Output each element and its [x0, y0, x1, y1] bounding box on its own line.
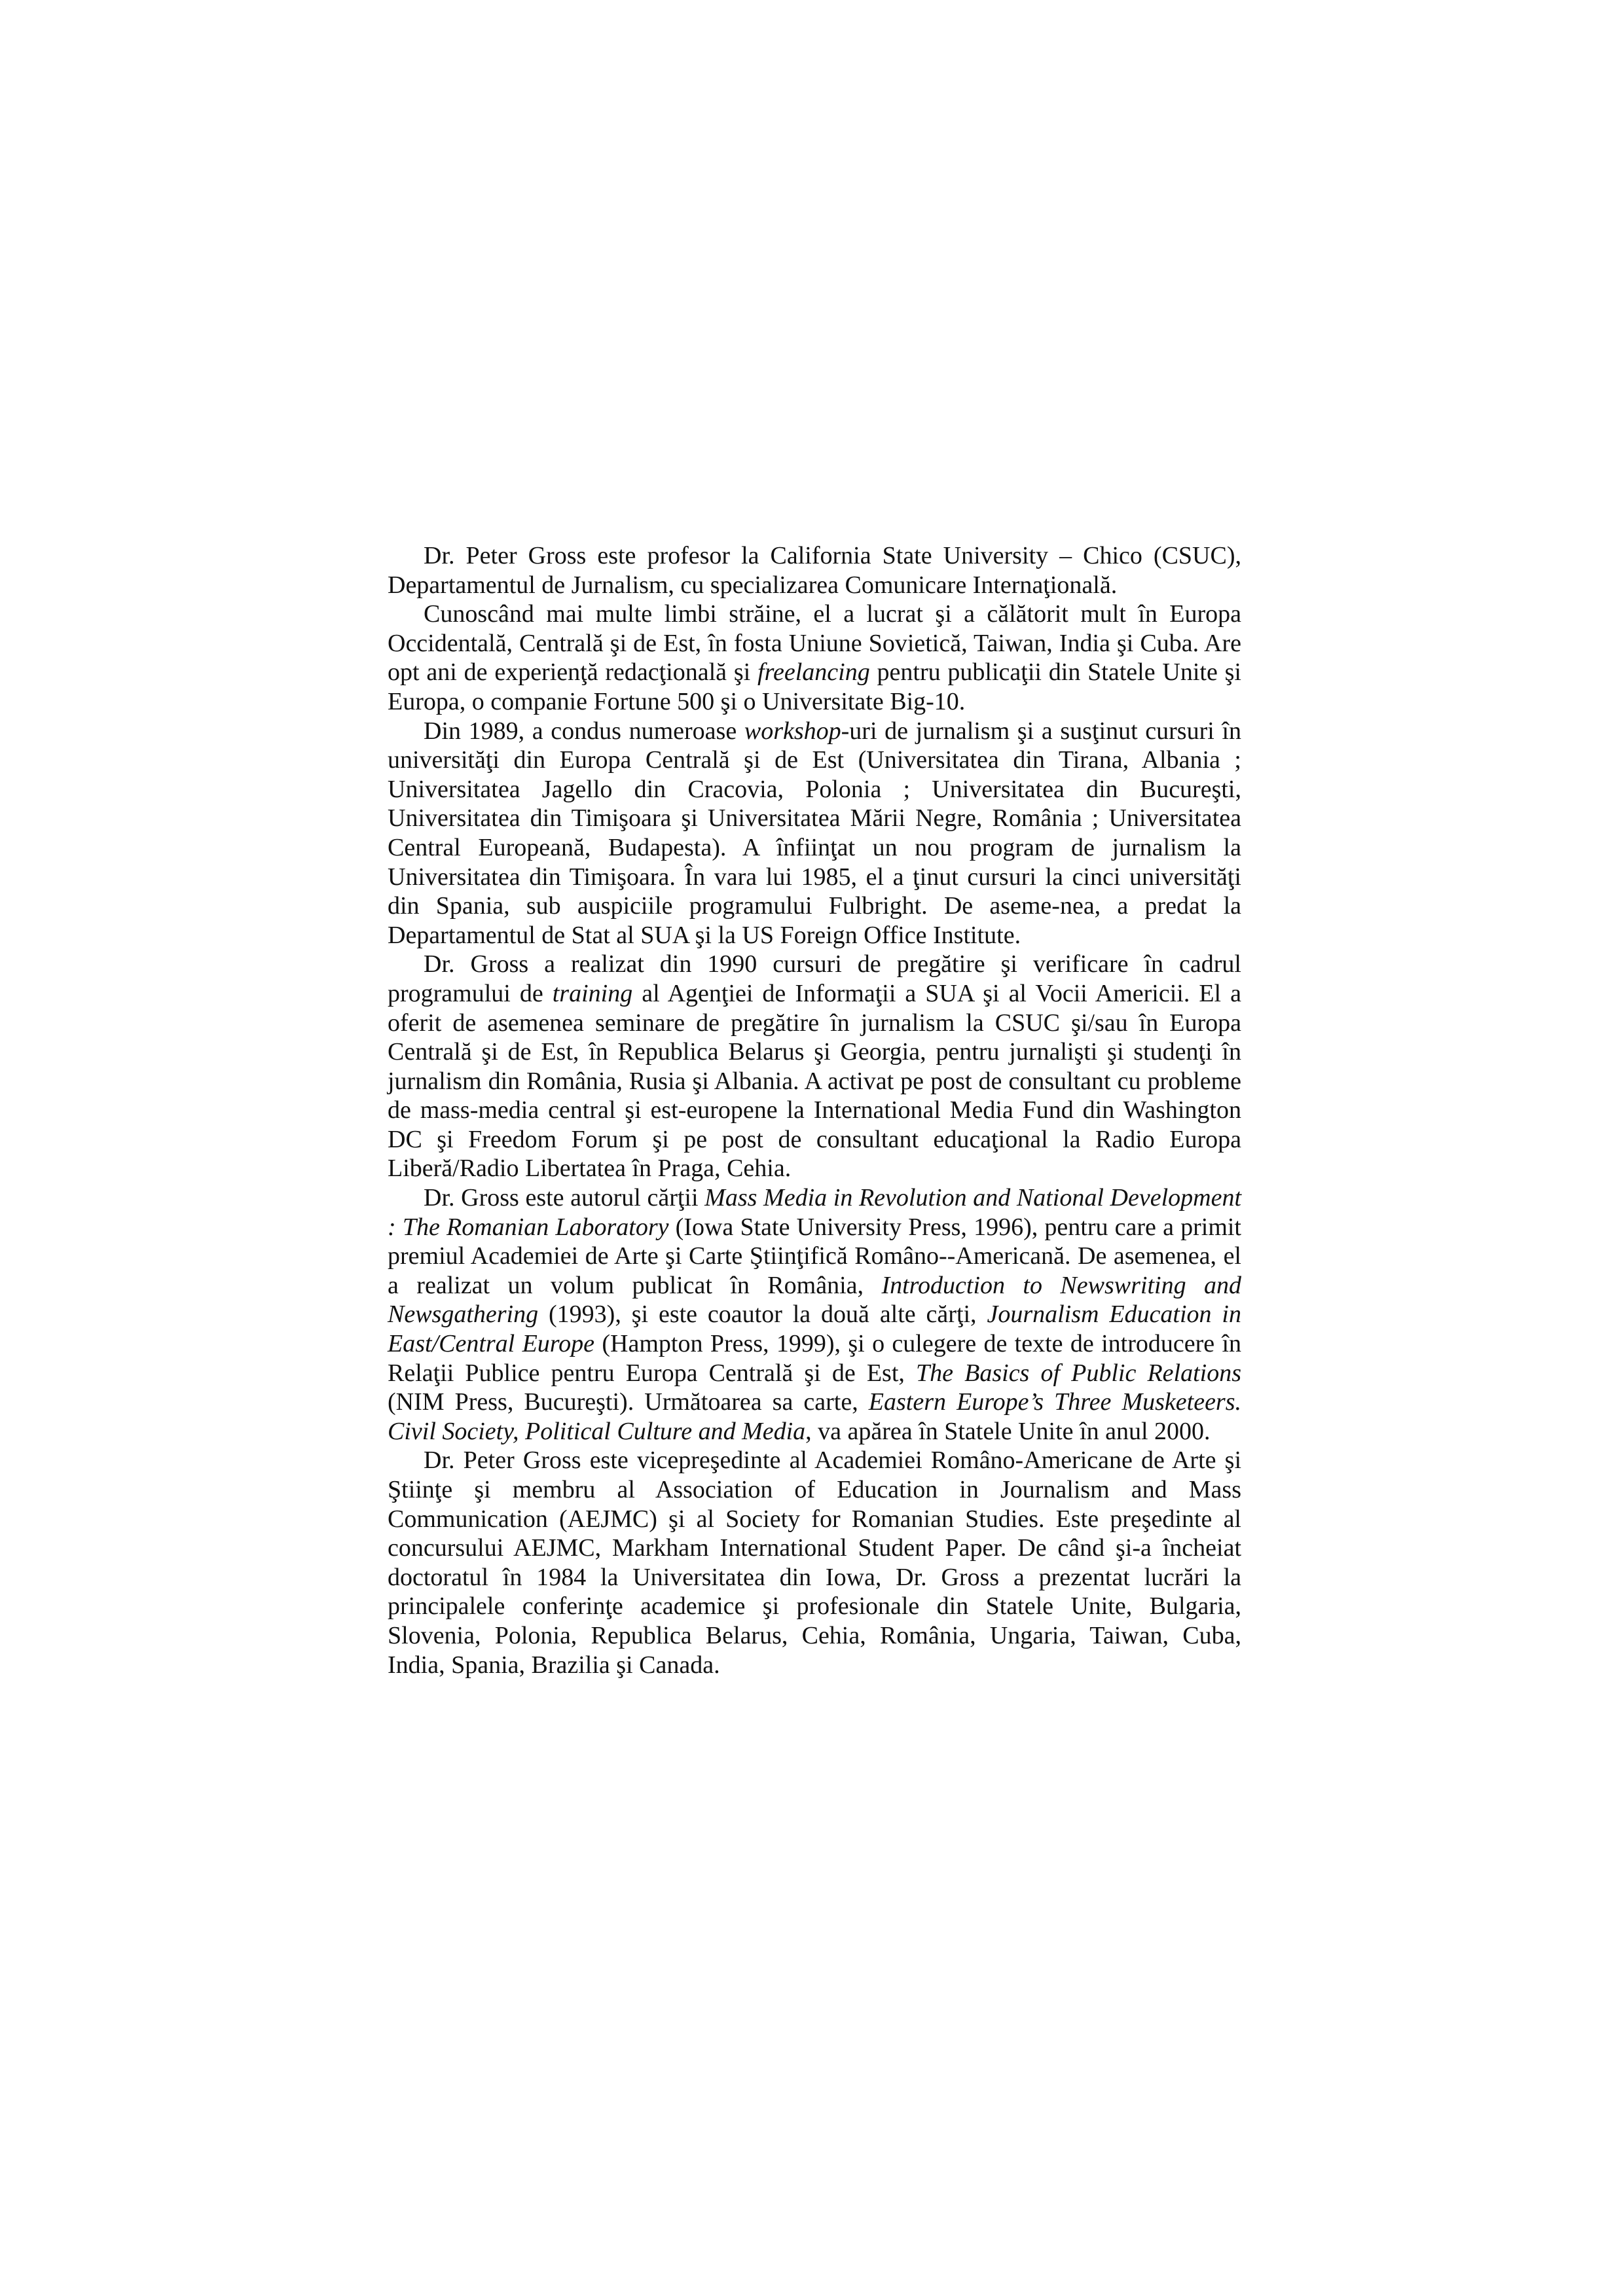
paragraph — [388, 950, 1241, 1183]
text-run: Dr. Gross a realizat din 1990 cursuri de pregătire şi verificare în cadrul programului de — [388, 950, 1241, 1007]
text-run: -uri de jurnalism şi a susţinut cursuri în universităţi din Europa Centrală şi de Est (Universitatea din Tirana, Albania ; Universitatea Jagello din Cracovia, Polonia ; Universitatea din Bucureşti, Universitatea din Timişoara şi Universitatea Mării Negre, România ; Universitatea Central Europeană, Budapesta). A înfiinţat un nou program de jurnalism la Universitatea din Timişoara. În vara lui 1985, el a ţinut cursuri la cinci universităţi din Spania, sub auspiciile programului Fulbright. De aseme-nea, a predat la Departamentul de Stat al SUA şi la US Foreign Office Institute. — [388, 717, 1241, 949]
text-run: Dr. Gross este autorul cărţii — [424, 1184, 705, 1212]
text-run: (NIM Press, Bucureşti). Următoarea sa carte, — [388, 1388, 869, 1416]
text-run: , va apărea în Statele Unite în anul 2000. — [805, 1417, 1211, 1445]
biography-text — [388, 541, 1241, 1679]
text-run: Dr. Peter Gross este vicepreşedinte al Academiei Româno-Americane de Arte şi Ştiinţe şi membru al Association of Education in Journalism and Mass Communication (AEJMC) şi al Society for Romanian Studies. Este preşedinte al concursului AEJMC, Markham International Student Paper. De când şi-a încheiat doctoratul în 1984 la Universitatea din Iowa, Dr. Gross a prezentat lucrări la principalele conferinţe academice şi profesionale din Statele Unite, Bulgaria, Slovenia, Polonia, Republica Belarus, Cehia, România, Ungaria, Taiwan, Cuba, India, Spania, Brazilia şi Canada. — [388, 1446, 1241, 1679]
italic-title-text: workshop — [744, 717, 841, 745]
paragraph — [388, 1446, 1241, 1679]
text-run: Din 1989, a condus numeroase — [424, 717, 744, 745]
text-run: (1993), şi este coautor la două alte cărţi, — [538, 1300, 987, 1329]
text-run: (Iowa State University Press, 1996), pentru care a primit premiul Academiei de Arte şi Carte Ştiinţifică Româno--Americană. De asemenea, el a realizat un volum publicat în România, — [388, 1213, 1241, 1299]
text-run: al Agenţiei de Informaţii a SUA şi al Vocii Americii. El a oferit de asemenea seminare de pregătire în jurnalism la CSUC şi/sau în Europa Centrală şi de Est, în Republica Belarus şi Georgia, pentru jurnalişti şi studenţi în jurnalism din România, Rusia şi Albania. A activat pe post de consultant cu probleme de mass-media central şi est-europene la International Media Fund din Washington DC şi Freedom Forum şi pe post de consultant educaţional la Radio Europa Liberă/Radio Libertatea în Praga, Cehia. — [388, 979, 1241, 1183]
paragraph — [388, 717, 1241, 950]
italic-title-text: The Basics of Public Relations — [916, 1359, 1241, 1387]
italic-title-text: Journalism Education in East/Central Europe — [388, 1300, 1241, 1358]
italic-title-text: Mass Media in Revolution and National Development : The Romanian Laboratory — [388, 1184, 1241, 1241]
paragraph — [388, 541, 1241, 600]
paragraph — [388, 1183, 1241, 1446]
italic-title-text: training — [552, 979, 633, 1007]
text-run: (Hampton Press, 1999), şi o culegere de texte de introducere în Relaţii Publice pentru Europa Centrală şi de Est, — [388, 1330, 1242, 1387]
italic-title-text: freelancing — [757, 658, 870, 687]
italic-title-text: Eastern Europe’s Three Musketeers. Civil Society, Political Culture and Media — [388, 1388, 1242, 1445]
text-run: Dr. Peter Gross este profesor la California State University – Chico (CSUC), Departamentul de Jurnalism, cu specializarea Comunicare Internaţională. — [388, 542, 1241, 599]
text-run: pentru publicaţii din Statele Unite şi Europa, o companie Fortune 500 şi o Universitate Big-10. — [388, 658, 1241, 715]
italic-title-text: Introduction to Newswriting and Newsgathering — [388, 1271, 1242, 1329]
text-run: Cunoscând mai multe limbi străine, el a lucrat şi a călătorit mult în Europa Occidentală, Centrală şi de Est, în fosta Uniune Sovietică, Taiwan, India şi Cuba. Are opt ani de experienţă redacţională şi — [388, 600, 1241, 687]
paragraph — [388, 600, 1241, 716]
